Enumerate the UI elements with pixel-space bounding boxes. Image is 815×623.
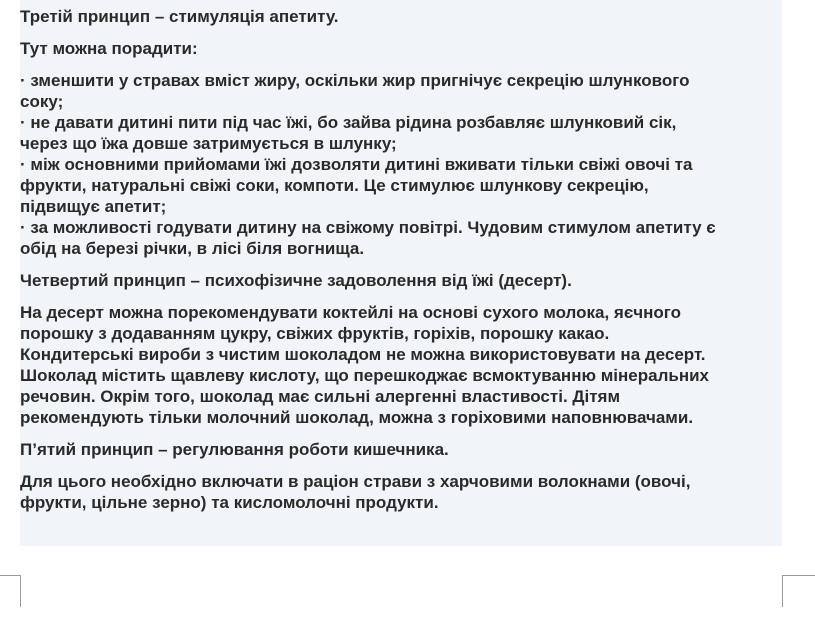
advice-item-4-line-1: · за можливості годувати дитину на свіжому повітрі. Чудовим стимулом апетиту є [20, 218, 716, 237]
document-text-block [20, 0, 782, 546]
dessert-line-2: порошку з додаванням цукру, свіжих фруктів, горіхів, порошку какао. [20, 324, 610, 343]
advice-item-3-line-1: · між основними прийомами їжі дозволяти дитині вживати тільки свіжі овочі та [20, 155, 693, 174]
principle-5-heading: П’ятий принцип – регулювання роботи кишечника. [20, 440, 449, 459]
fiber-line-1: Для цього необхідно включати в раціон страви з харчовими волокнами (овочі, [20, 472, 691, 491]
advice-item-4-line-2: обід на березі річки, в лісі біля вогнища. [20, 239, 365, 258]
margin-mark-right-horizontal [782, 575, 815, 576]
dessert-line-6: рекомендують тільки молочний шоколад, можна з горіховими наповнювачами. [20, 408, 694, 427]
advice-item-3-line-3: підвищує апетит; [20, 197, 167, 216]
dessert-line-5: речовин. Окрім того, шоколад має сильні алергенні властивості. Дітям [20, 387, 621, 406]
advice-item-2-line-2: через що їжа довше затримується в шлунку; [20, 134, 397, 153]
fiber-paragraph [20, 471, 782, 513]
dessert-paragraph [20, 302, 782, 428]
principle-3-heading: Третій принцип – стимуляція апетиту. [20, 7, 339, 26]
margin-mark-left-horizontal [0, 575, 20, 576]
advice-list [20, 70, 782, 259]
fiber-line-2: фрукти, цільне зерно) та кисломолочні продукти. [20, 493, 439, 512]
dessert-line-3: Кондитерські вироби з чистим шоколадом не можна використовувати на десерт. [20, 345, 706, 364]
dessert-line-1: На десерт можна порекомендувати коктейлі на основі сухого молока, яєчного [20, 303, 681, 322]
advice-item-1-line-1: · зменшити у стравах вміст жиру, оскільки жир пригнічує секрецію шлункового [20, 71, 690, 90]
principle-4-heading: Четвертий принцип – психофізичне задоволення від їжі (десерт). [20, 271, 572, 290]
advice-item-3-line-2: фрукти, натуральні свіжі соки, компоти. Це стимулює шлункову секрецію, [20, 176, 649, 195]
advice-intro: Тут можна порадити: [20, 39, 198, 58]
advice-item-2-line-1: · не давати дитині пити під час їжі, бо зайва рідина розбавляє шлунковий сік, [20, 113, 677, 132]
dessert-line-4: Шоколад містить щавлеву кислоту, що перешкоджає всмоктуванню мінеральних [20, 366, 709, 385]
advice-item-1-line-2: соку; [20, 92, 64, 111]
margin-mark-left-vertical [20, 575, 21, 607]
margin-mark-right-vertical [782, 575, 783, 607]
